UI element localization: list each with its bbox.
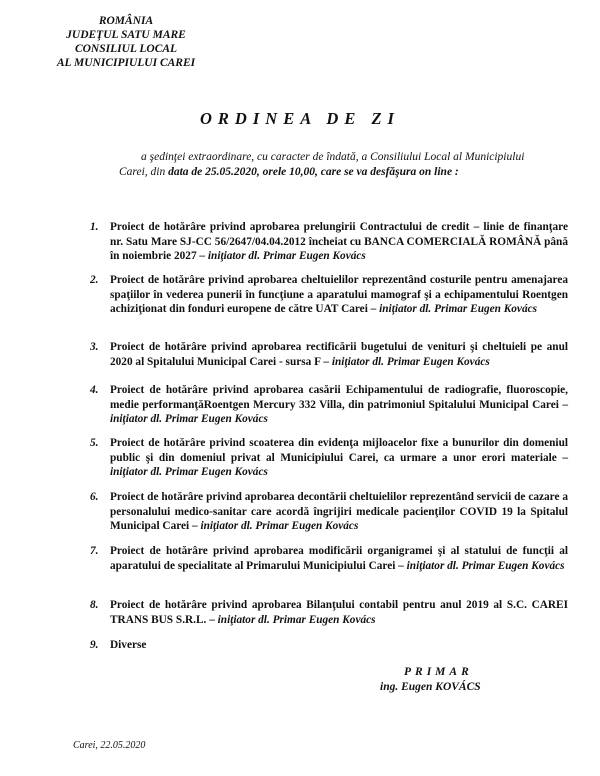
agenda-item-number: 7. (90, 545, 99, 557)
agenda-item (90, 638, 568, 653)
agenda-item-initiator: iniţiator dl. Primar Eugen Kovács (205, 250, 366, 263)
agenda-item-text: Proiect de hotărâre privind aprobarea Bilanţului contabil pentru anul 2019 al S.C. CAREI TRANS BUS S.R.L. – (110, 599, 568, 626)
agenda-item-initiator: iniţiator dl. Primar Eugen Kovács (329, 355, 490, 368)
header-county: JUDEŢUL SATU MARE (66, 29, 186, 41)
header-municipality: AL MUNICIPIULUI CAREI (56, 57, 196, 69)
agenda-item-number: 9. (90, 639, 99, 651)
intro-paragraph (119, 150, 571, 180)
agenda-item-text: Proiect de hotărâre privind aprobarea rectificării bugetului de venituri şi cheltuieli pe anul 2020 al Spitalului Municipal Carei - sursa F – (110, 341, 568, 368)
agenda-item (90, 220, 568, 264)
intro-line-1: a şedinţei extraordinare, cu caracter de îndată, a Consiliului Local al Municipiului (141, 151, 525, 163)
agenda-item-text: Proiect de hotărâre privind scoaterea din evidenţa mijloacelor fixe a bunurilor din domeniul public şi din domeniul privat al Municipiului Carei, ca urmare a unor erori materiale – (110, 437, 568, 464)
document-header (36, 14, 216, 70)
agenda-item-number: 1. (90, 221, 99, 233)
intro-line-2-bold: data de 25.05.2020, orele 10,00, care se va desfăşura on line : (168, 166, 459, 178)
agenda-item-text: Proiect de hotărâre privind aprobarea prelungirii Contractului de credit – linie de finanţare nr. Satu Mare SJ-CC 56/2647/04.04.2012 încheiat cu BANCA COMERCIALĂ ROMÂNĂ până în noiembrie 2027 – (110, 221, 568, 263)
agenda-item-number: 3. (90, 341, 99, 353)
agenda-item-initiator: iniţiator dl. Primar Eugen Kovács (110, 413, 268, 426)
signature-block (380, 666, 530, 693)
intro-line-2-prefix: Carei, din (119, 166, 169, 178)
agenda-item-number: 2. (90, 274, 99, 286)
agenda-item (90, 273, 568, 317)
agenda-item-initiator: iniţiator dl. Primar Eugen Kovács (214, 613, 376, 626)
place-date: Carei, 22.05.2020 (73, 740, 146, 751)
agenda-item-initiator: iniţiator dl. Primar Eugen Kovács (197, 520, 359, 533)
agenda-item-number: 4. (90, 384, 99, 396)
header-country: ROMÂNIA (98, 15, 154, 27)
agenda-item-text: Proiect de hotărâre privind aprobarea modificării organigramei şi al statului de funcţii al aparatului de specialitate al Primarului Municipiului Carei – (110, 545, 568, 572)
agenda-item (90, 383, 568, 427)
agenda-item-text: Proiect de hotărâre privind aprobarea decontării cheltuielilor reprezentând servicii de cazare a personalului medico-sanitar care acordă îngrijiri medicale pacienţilor COVID 19 la Spitalul Municipal Carei – (110, 491, 568, 533)
agenda-item-initiator: iniţiator dl. Primar Eugen Kovács (376, 303, 538, 316)
agenda-item-number: 8. (90, 599, 99, 611)
header-council: CONSILIUL LOCAL (74, 43, 178, 55)
agenda-item-text: Diverse (110, 639, 147, 651)
agenda-item-number: 5. (90, 437, 99, 449)
intro-line-2 (119, 165, 571, 180)
agenda-item (90, 490, 568, 534)
agenda-item-number: 6. (90, 491, 99, 503)
signature-role: PRIMAR (404, 666, 473, 678)
signature-name: ing. Eugen KOVÁCS (380, 681, 481, 693)
agenda-item-text: Proiect de hotărâre privind aprobarea cheltuielilor reprezentând costurile pentru amenajarea spaţiilor în vederea punerii în funcţiune a aparatului mamograf şi a echipamentului Roentgen achiziţionat din fonduri europene de către UAT Carei – (110, 274, 568, 316)
agenda-item (90, 436, 568, 480)
agenda-item (90, 340, 568, 369)
agenda-item-initiator: iniţiator dl. Primar Eugen Kovács (403, 559, 565, 572)
agenda-item-initiator: iniţiator dl. Primar Eugen Kovács (110, 466, 268, 479)
document-title: ORDINEA DE ZI (200, 109, 400, 128)
agenda-item (90, 598, 568, 627)
agenda-item-text: Proiect de hotărâre privind aprobarea casării Echipamentului de radiografie, fluoroscopie, medie performanţăRoentgen Mercury 332 Villa, din patrimoniul Spitalului Municipal Carei – (110, 384, 568, 411)
agenda-item (90, 544, 568, 573)
